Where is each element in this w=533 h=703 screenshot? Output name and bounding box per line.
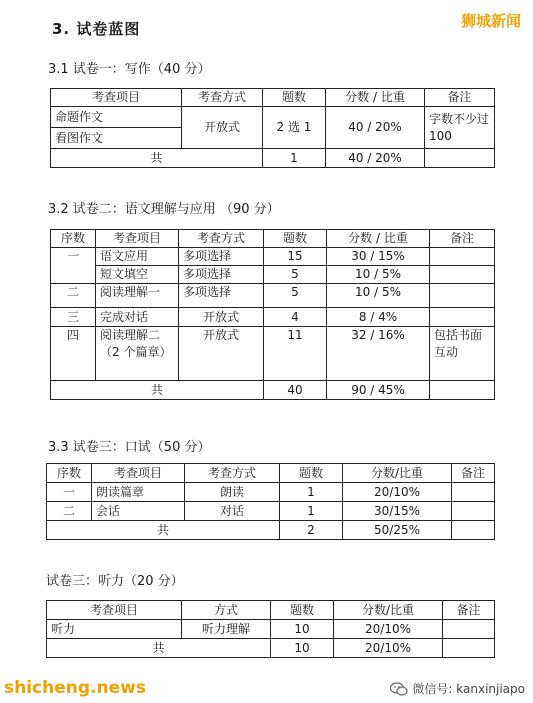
col-header: 考查方式 [182,89,263,107]
table-cell-note [452,483,495,502]
col-header: 分数/比重 [334,601,443,620]
total-count: 2 [280,521,343,540]
col-header: 分数 / 比重 [327,230,430,248]
wechat-icon [390,682,408,696]
table-cell-item: 短文填空 [96,266,179,284]
paper1-table [50,88,495,168]
paper2-table [50,229,495,400]
total-note [452,521,495,540]
col-header: 备注 [425,89,495,107]
table-cell-count: 10 [271,620,334,639]
table-cell-score: 20/10% [343,483,452,502]
table-cell-score: 30 / 15% [327,248,430,266]
total-label: 共 [51,381,264,400]
total-count: 10 [271,639,334,658]
table-cell-count: 5 [264,266,327,284]
brand-watermark: 狮城新闻 [460,12,521,30]
table-cell-method: 多项选择 [179,248,264,266]
section-title-paper1: 3.1 试卷一：写作（40 分） [48,62,211,77]
table-cell-count: 2 选 1 [263,107,326,149]
table-cell-no: 三 [51,308,96,327]
table-cell-score: 32 / 16% [327,327,430,381]
table-cell-item: 看图作文 [51,128,182,149]
site-watermark: shicheng.news [4,678,146,698]
total-score: 90 / 45% [327,381,430,400]
col-header: 题数 [264,230,327,248]
col-header: 考查方式 [179,230,264,248]
col-header: 题数 [280,464,343,483]
table-cell-count: 1 [280,502,343,521]
table-cell-note: 字数不少过 100 [425,107,495,149]
table-cell-score: 30/15% [343,502,452,521]
total-note [430,381,495,400]
table-cell-method: 多项选择 [179,266,264,284]
section-title-paper2: 3.2 试卷二：语文理解与应用 （90 分） [48,202,280,217]
table-cell-count: 15 [264,248,327,266]
total-score: 40 / 20% [326,149,425,168]
table-cell-score: 40 / 20% [326,107,425,149]
wechat-id: 微信号: kanxinjiapo [412,682,525,696]
table-cell-count: 1 [280,483,343,502]
table-cell-count: 11 [264,327,327,381]
col-header: 考查方式 [185,464,280,483]
col-header: 序数 [51,230,96,248]
col-header: 备注 [443,601,495,620]
col-header: 考查项目 [51,89,182,107]
col-header: 考查项目 [47,601,182,620]
total-note [425,149,495,168]
table-cell-note: 包括书面互动 [430,327,495,381]
table-cell-no: 二 [47,502,92,521]
total-label: 共 [47,639,271,658]
table-cell-method: 多项选择 [179,284,264,308]
table-cell-count: 4 [264,308,327,327]
table-cell-note [430,308,495,327]
section-title-paper3: 3.3 试卷三：口试（50 分） [48,440,211,455]
total-note [443,639,495,658]
table-cell-score: 10 / 5% [327,284,430,308]
col-header: 考查项目 [92,464,185,483]
table-cell-no: 一 [47,483,92,502]
col-header: 题数 [263,89,326,107]
table-cell-no: 一 [51,248,96,284]
table-cell-method: 对话 [185,502,280,521]
table-cell-note [443,620,495,639]
total-count: 40 [264,381,327,400]
page-title: 3. 试卷蓝图 [52,20,141,38]
table-cell-score: 20/10% [334,620,443,639]
table-cell-method: 朗读 [185,483,280,502]
table-cell-no: 四 [51,327,96,381]
paper4-table [46,600,495,658]
table-cell-item: 听力 [47,620,182,639]
total-label: 共 [51,149,263,168]
table-cell-item: 阅读理解二（2 个篇章） [96,327,179,381]
total-score: 20/10% [334,639,443,658]
total-count: 1 [263,149,326,168]
table-cell-item: 完成对话 [96,308,179,327]
table-cell-note [430,266,495,284]
wechat-watermark [390,680,525,697]
table-cell-no: 二 [51,284,96,308]
table-cell-score: 8 / 4% [327,308,430,327]
col-header: 分数/比重 [343,464,452,483]
total-score: 50/25% [343,521,452,540]
table-cell-item: 朗读篇章 [92,483,185,502]
table-cell-item: 会话 [92,502,185,521]
col-header: 题数 [271,601,334,620]
table-cell-method: 听力理解 [182,620,271,639]
table-cell-method: 开放式 [179,327,264,381]
col-header: 序数 [47,464,92,483]
col-header: 备注 [452,464,495,483]
total-label: 共 [47,521,280,540]
section-title-paper4: 试卷三：听力（20 分） [46,574,184,589]
col-header: 考查项目 [96,230,179,248]
table-cell-item: 阅读理解一 [96,284,179,308]
table-cell-item: 命题作文 [51,107,182,128]
table-cell-method: 开放式 [182,107,263,149]
table-cell-note [430,248,495,266]
table-cell-note [452,502,495,521]
col-header: 备注 [430,230,495,248]
table-cell-method: 开放式 [179,308,264,327]
paper3-table [46,463,495,540]
table-cell-count: 5 [264,284,327,308]
table-cell-note [430,284,495,308]
col-header: 方式 [182,601,271,620]
table-cell-score: 10 / 5% [327,266,430,284]
table-cell-item: 语文应用 [96,248,179,266]
col-header: 分数 / 比重 [326,89,425,107]
